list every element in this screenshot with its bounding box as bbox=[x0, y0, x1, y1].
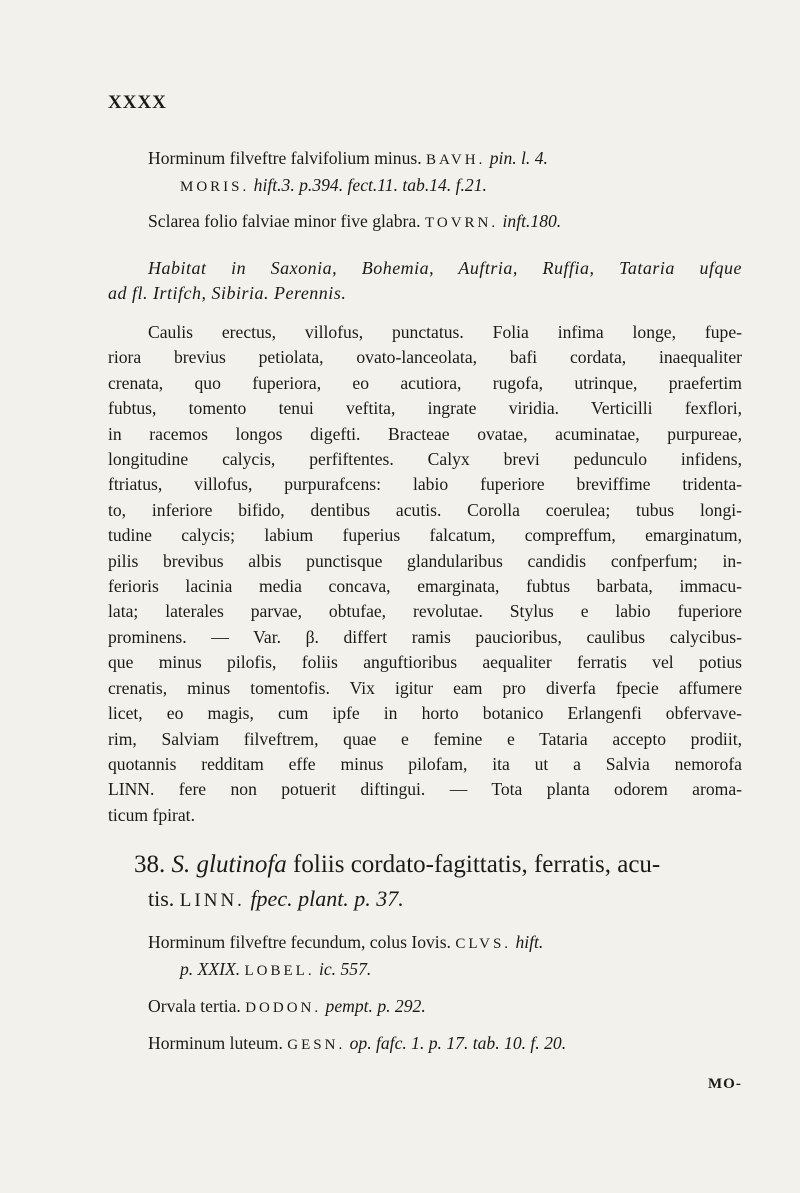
author-abbrev: CLVS. bbox=[455, 936, 512, 952]
description-line: crenatis, minus tomentofis. Vix igitur eam pro diverfa fpecie affumere bbox=[108, 677, 742, 698]
synonym-line bbox=[108, 146, 742, 173]
reference: op. fafc. 1. p. 17. tab. 10. f. 20. bbox=[345, 1033, 567, 1053]
reference: hift.3. p.394. fect.11. tab.14. f.21. bbox=[249, 175, 487, 195]
reference: ic. 557. bbox=[314, 959, 372, 979]
description-line: quotannis redditam effe minus pilofam, ita ut a Salvia nemorofa bbox=[108, 753, 742, 774]
synonyms-block-a bbox=[108, 146, 742, 236]
reference: fpec. plant. p. 37. bbox=[244, 886, 404, 911]
synonym-line bbox=[108, 994, 742, 1021]
author-abbrev: LOBEL. bbox=[244, 963, 315, 979]
description-line: to, inferiore bifido, dentibus acutis. Corolla coerulea; tubus longi- bbox=[108, 499, 742, 520]
author-abbrev: GESN. bbox=[287, 1037, 346, 1053]
description-line: pilis brevibus albis punctisque glandularibus candidis confperfum; in- bbox=[108, 550, 742, 571]
description-line: longitudine calycis, perfiftentes. Calyx brevi pedunculo infidens, bbox=[108, 449, 742, 470]
synonym-text: Horminum filveftre fecundum, colus Iovis. bbox=[148, 932, 456, 952]
habitat-block bbox=[108, 256, 742, 306]
description-line: rim, Salviam filveftrem, quae e femine e Tataria accepto prodiit, bbox=[108, 728, 742, 749]
author-abbrev: DODON. bbox=[245, 1000, 322, 1016]
synonym-text: Sclarea folio falviae minor five glabra. bbox=[148, 211, 425, 231]
synonym-line bbox=[108, 1031, 742, 1058]
species-heading bbox=[108, 848, 742, 918]
description-line: in racemos longos digefti. Bracteae ovatae, acuminatae, purpureae, bbox=[108, 423, 742, 444]
species-name: S. glutinofa bbox=[171, 851, 287, 878]
author-abbrev: LINN. bbox=[179, 890, 245, 911]
species-line bbox=[108, 848, 742, 882]
species-number: 38. bbox=[134, 851, 166, 878]
description-line: ferioris lacinia media concava, emarginata, fubtus barbata, immacu- bbox=[108, 576, 742, 597]
description-line: fubtus, tomento tenui veftita, ingrate viridia. Verticilli fexflori, bbox=[108, 398, 742, 419]
habitat-line: Habitat in Saxonia, Bohemia, Auftria, Ruffia, Tataria ufque bbox=[148, 258, 742, 278]
reference: p. XXIX. bbox=[180, 959, 245, 979]
description-line: que minus pilofis, foliis anguftioribus aequaliter ferratis vel potius bbox=[108, 652, 742, 673]
catchword: MO- bbox=[708, 1076, 742, 1092]
description-line: ftriatus, villofus, purpurafcens: labio fuperiore breviffime tridenta- bbox=[108, 474, 742, 495]
synonym-text: Orvala tertia. bbox=[148, 996, 246, 1016]
description-block bbox=[108, 320, 742, 828]
reference: pin. l. 4. bbox=[485, 148, 548, 168]
description-line: tudine calycis; labium fuperius falcatum, compreffum, emarginatum, bbox=[108, 525, 742, 546]
author-abbrev: MORIS. bbox=[180, 179, 250, 195]
synonym-text: Horminum luteum. bbox=[148, 1033, 288, 1053]
description-line: riora brevius petiolata, ovato-lanceolata, bafi cordata, inaequaliter bbox=[108, 347, 742, 368]
author-abbrev: TOVRN. bbox=[424, 215, 499, 231]
description-line: lata; laterales parvae, obtufae, revolutae. Stylus e labio fuperiore bbox=[108, 601, 742, 622]
description-line: crenata, quo fuperiora, eo acutiora, rugofa, utrinque, praefertim bbox=[108, 372, 742, 393]
description-line: LINN. fere non potuerit diftingui. — Tota planta odorem aroma- bbox=[108, 779, 742, 800]
page-header: XXXX bbox=[108, 92, 167, 113]
description-line: Caulis erectus, villofus, punctatus. Folia infima longe, fupe- bbox=[148, 322, 742, 342]
habitat-line: ad fl. Irtifch, Sibiria. Perennis. bbox=[108, 283, 347, 303]
synonym-line bbox=[108, 930, 742, 957]
reference: inft.180. bbox=[498, 211, 562, 231]
description-line: licet, eo magis, cum ipfe in horto botanico Erlangenfi obfervave- bbox=[108, 703, 742, 724]
species-line-cont bbox=[108, 882, 742, 918]
synonyms-block-b bbox=[108, 930, 742, 1058]
synonym-line-cont bbox=[108, 957, 742, 984]
synonym-text: Horminum filveftre falvifolium minus. bbox=[148, 148, 427, 168]
author-abbrev: BAVH. bbox=[426, 152, 486, 168]
reference: pempt. p. 292. bbox=[321, 996, 426, 1016]
synonym-line-cont bbox=[108, 173, 742, 200]
species-diagnosis: foliis cordato-fagittatis, ferratis, acu- bbox=[286, 851, 661, 878]
reference: hift. bbox=[511, 932, 544, 952]
synonym-line bbox=[108, 209, 742, 236]
description-line: ticum fpirat. bbox=[108, 804, 195, 825]
description-line: prominens. — Var. β. differt ramis paucioribus, caulibus calycibus- bbox=[108, 626, 742, 647]
species-diagnosis-cont: tis. bbox=[148, 886, 175, 911]
